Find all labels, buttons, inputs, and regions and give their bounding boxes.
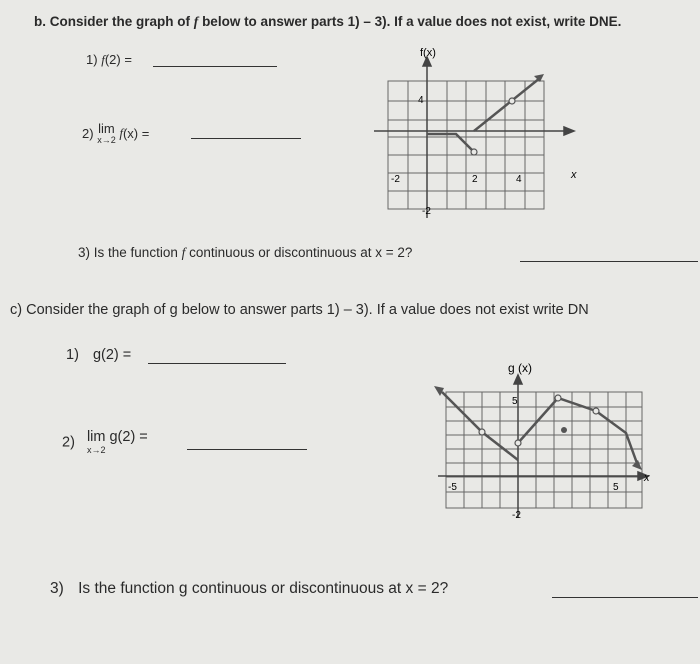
g-tick-neg5: -5 bbox=[448, 482, 457, 493]
f-curve bbox=[427, 78, 540, 152]
f-tick-4: 4 bbox=[516, 174, 522, 185]
part-c-q1-text: g(2) = bbox=[92, 347, 132, 363]
g-tick-5: 5 bbox=[613, 482, 619, 493]
part-b-q3 bbox=[78, 245, 412, 261]
part-b-q2 bbox=[82, 122, 149, 145]
part-c-q3 bbox=[50, 580, 448, 598]
part-c-header bbox=[10, 302, 589, 318]
f-x-axis-label: x bbox=[571, 169, 577, 181]
g-graph-title: g (x) bbox=[508, 361, 532, 375]
part-c-q3-text: Is the function g continuous or discontinuous at x = 2? bbox=[78, 580, 449, 597]
f-graph bbox=[368, 48, 598, 228]
part-c-q2-limit bbox=[87, 430, 148, 455]
f-open-point bbox=[471, 149, 477, 155]
part-c-q2-number: 2) bbox=[62, 434, 75, 451]
part-b-q2-lim: lim bbox=[98, 121, 115, 136]
part-b-q2-limit bbox=[97, 122, 116, 145]
part-c-q1-answer-blank[interactable] bbox=[148, 363, 286, 364]
part-b-q2-func: f bbox=[119, 125, 123, 141]
g-curve bbox=[442, 392, 638, 466]
g-tick-y5: 5 bbox=[512, 396, 518, 407]
part-b-header bbox=[34, 14, 621, 30]
part-b-label: b. bbox=[34, 14, 46, 29]
g-tick-yneg2: -2 bbox=[512, 510, 521, 521]
f-tick-neg2: -2 bbox=[391, 174, 400, 185]
g-open-point-peak bbox=[555, 395, 561, 401]
part-b-q2-sub: x→2 bbox=[97, 135, 116, 145]
part-c-q2 bbox=[62, 430, 148, 455]
part-b-q3-number: 3) bbox=[78, 245, 91, 260]
g-x-axis-label: x bbox=[644, 472, 650, 484]
part-b-q3-answer-blank[interactable] bbox=[520, 261, 698, 262]
part-c-q3-answer-blank[interactable] bbox=[552, 597, 698, 598]
g-filled-point bbox=[561, 427, 567, 433]
f-tick-2: 2 bbox=[472, 174, 478, 185]
part-b-header-rest: below to answer parts 1) – 3). If a value does not exist, write DNE. bbox=[202, 14, 622, 29]
f-tick-y4: 4 bbox=[418, 95, 424, 106]
part-c-label: c) bbox=[10, 302, 23, 318]
part-b-q2-text: (x) = bbox=[122, 126, 150, 141]
part-c-q2-lim: lim g(2) = bbox=[86, 429, 148, 445]
part-b-q1 bbox=[86, 52, 132, 68]
part-b-q1-answer-blank[interactable] bbox=[153, 66, 277, 67]
part-c-q1-number: 1) bbox=[66, 347, 79, 363]
part-b-q1-number: 1) bbox=[86, 52, 98, 67]
g-curve-arrow-right bbox=[632, 460, 642, 470]
part-b-q1-text: (2) = bbox=[104, 52, 132, 67]
part-c-header-text: Consider the graph of g below to answer parts 1) – 3). If a value does not exist write DN bbox=[26, 302, 589, 318]
g-open-point-middle bbox=[515, 440, 521, 446]
part-b-header-text: Consider the graph of bbox=[49, 14, 191, 29]
f-graph-title: f(x) bbox=[420, 47, 436, 59]
part-c-q2-sub: x→2 bbox=[86, 444, 106, 455]
part-b-q2-answer-blank[interactable] bbox=[191, 138, 301, 139]
g-open-point-left bbox=[479, 429, 485, 435]
g-curve-arrow-left bbox=[434, 386, 444, 396]
part-b-header-func: f bbox=[193, 14, 199, 29]
part-c-q1 bbox=[66, 347, 131, 363]
part-c-q2-answer-blank[interactable] bbox=[187, 449, 307, 450]
part-b-q3-text: Is the function bbox=[93, 245, 178, 260]
part-b-q3-func: f bbox=[181, 245, 186, 260]
part-b-q1-func: f bbox=[101, 52, 105, 67]
g-graph bbox=[428, 362, 668, 527]
g-axes bbox=[438, 375, 648, 518]
f-tick-yneg2: -2 bbox=[422, 206, 431, 217]
part-b-q3-rest: continuous or discontinuous at x = 2? bbox=[189, 245, 413, 260]
g-open-point-right bbox=[593, 408, 599, 414]
f-open-point-upper bbox=[509, 98, 515, 104]
part-c-q3-number: 3) bbox=[50, 580, 64, 597]
part-b-q2-number: 2) bbox=[82, 126, 94, 141]
